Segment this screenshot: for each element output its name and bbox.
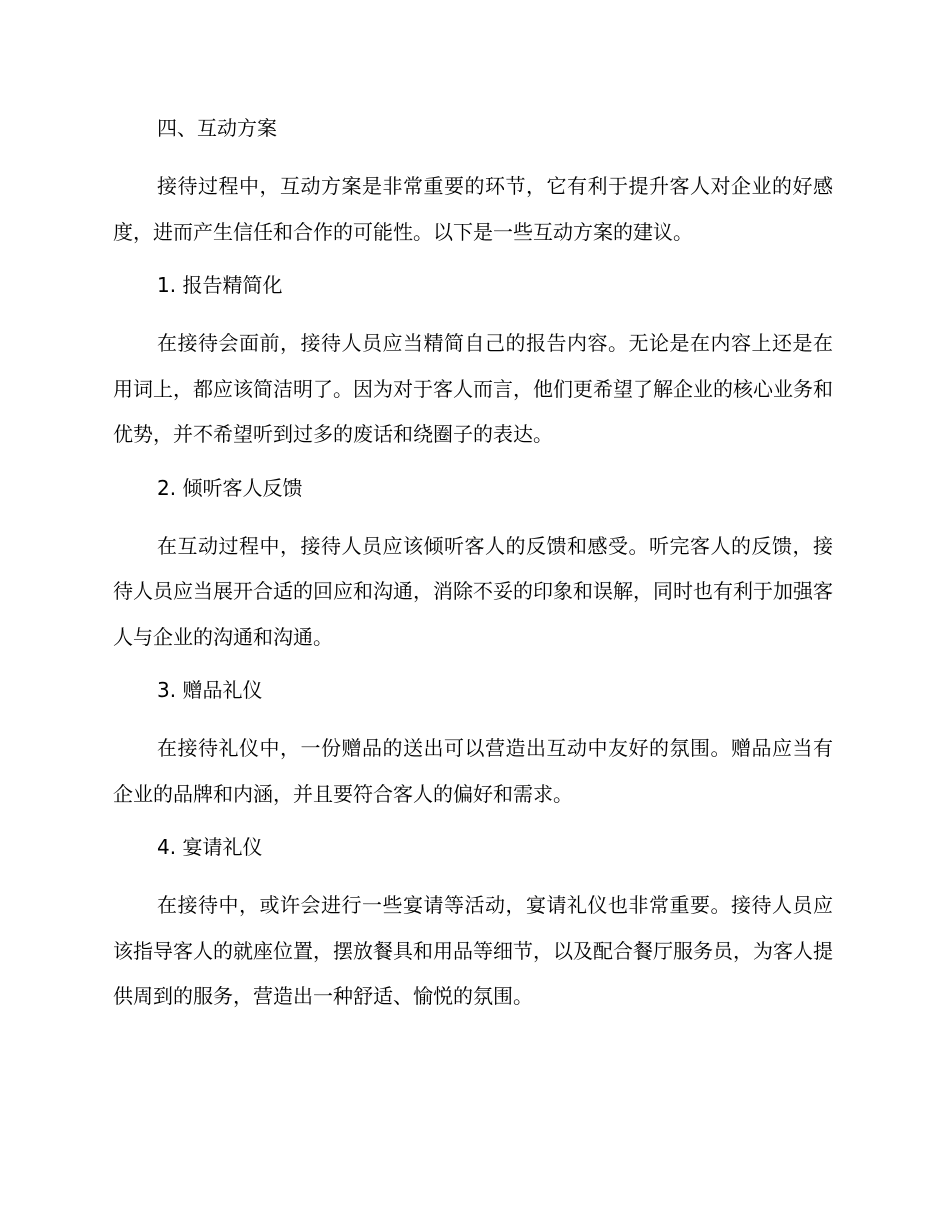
document-body: [113, 112, 833, 1020]
item-paragraph-2: 在互动过程中，接待人员应该倾听客人的反馈和感受。听完客人的反馈，接待人员应当展开合适的回应和沟通，消除不妥的印象和误解，同时也有利于加强客人与企业的沟通和沟通。: [113, 533, 833, 649]
item-heading-4: 4. 宴请礼仪: [157, 835, 263, 859]
item-paragraph-4: 在接待中，或许会进行一些宴请等活动，宴请礼仪也非常重要。接待人员应该指导客人的就座位置，摆放餐具和用品等细节，以及配合餐厅服务员，为客人提供周到的服务，营造出一种舒适、愉悦的氛围。: [113, 893, 833, 1008]
intro-paragraph: 接待过程中，互动方案是非常重要的环节，它有利于提升客人对企业的好感度，进而产生信任和合作的可能性。以下是一些互动方案的建议。: [113, 174, 833, 244]
item-heading-1: 1. 报告精简化: [157, 273, 283, 297]
item-paragraph-1: 在接待会面前，接待人员应当精简自己的报告内容。无论是在内容上还是在用词上，都应该简洁明了。因为对于客人而言，他们更希望了解企业的核心业务和优势，并不希望听到过多的废话和绕圈子的表达。: [113, 331, 833, 446]
item-heading-2: 2. 倾听客人反馈: [157, 475, 303, 500]
section-title: 四、互动方案: [157, 116, 277, 140]
item-paragraph-3: 在接待礼仪中，一份赠品的送出可以营造出互动中友好的氛围。赠品应当有企业的品牌和内涵，并且要符合客人的偏好和需求。: [113, 736, 833, 806]
item-heading-3: 3. 赠品礼仪: [157, 678, 263, 702]
